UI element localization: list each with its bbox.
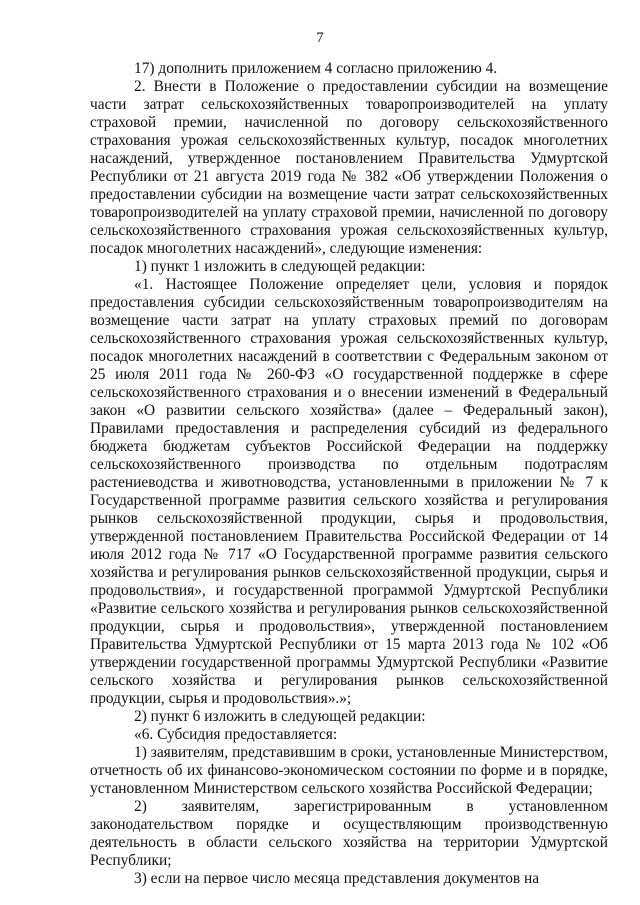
paragraph-condition-2: 2) заявителям, зарегистрированным в установленном законодательством порядке и осуществляющим производственную деятельность в области сельского хозяйства на территории Удмуртской Республики; (90, 798, 608, 869)
paragraph-clause-1: «1. Настоящее Положение определяет цели, условия и порядок предоставления субсидии сельскохозяйственным товаропроизводителям на возмещение части затрат на уплату страховых премий по договорам сельскохозяйственного страхования урожая сельскохозяйственных культур, посадок многолетних насаждений в соответствии с Федеральным законом от 25 июля 2011 года № 260-ФЗ «О государственной поддержке в сфере сельскохозяйственного страхования и о внесении изменений в Федеральный закон «О развитии сельского хозяйства» (далее – Федеральный закон), Правилами предоставления и распределения субсидий из федерального бюджета бюджетам субъектов Российской Федерации на поддержку сельскохозяйственного производства по отдельным подотраслям растениеводства и животноводства, установленными в приложении № 7 к Государственной программе развития сельского хозяйства и регулирования рынков сельскохозяйственной продукции, сырья и продовольствия, утвержденной постановлением Правительства Российской Федерации от 14 июля 2012 года № 717 «О Государственной программе развития сельского хозяйства и регулирования рынков сельскохозяйственной продукции, сырья и продовольствия», и государственной программой Удмуртской Республики «Развитие сельского хозяйства и регулирования рынков сельскохозяйственной продукции, сырья и продовольствия», утвержденной постановлением Правительства Удмуртской Республики от 15 марта 2013 года № 102 «Об утверждении государственной программы Удмуртской Республики «Развитие сельского хозяйства и регулирования рынков сельскохозяйственной продукции, сырья и продовольствия».»; (90, 276, 608, 707)
paragraph-item-17: 17) дополнить приложением 4 согласно приложению 4. (134, 60, 498, 77)
paragraph-clause-6: «6. Субсидия предоставляется: (134, 726, 338, 743)
document-body (90, 60, 608, 888)
paragraph-condition-1: 1) заявителям, представившим в сроки, установленные Министерством, отчетность об их финансово-экономическом состоянии по форме и в порядке, установленном Министерством сельского хозяйства Российской Федерации; (90, 744, 608, 797)
page-number: 7 (316, 30, 324, 46)
paragraph-condition-3: 3) если на первое число месяца представления документов на (134, 870, 540, 887)
paragraph-section-2: 2. Внести в Положение о предоставлении субсидии на возмещение части затрат сельскохозяйственных товаропроизводителей на уплату страховой премии, начисленной по договору сельскохозяйственного страхования урожая сельскохозяйственных культур, посадок многолетних насаждений, утвержденное постановлением Правительства Удмуртской Республики от 21 августа 2019 года № 382 «Об утверждении Положения о предоставлении субсидии на возмещение части затрат сельскохозяйственных товаропроизводителей на уплату страховой премии, начисленной по договору сельскохозяйственного страхования урожая сельскохозяйственных культур, посадок многолетних насаждений», следующие изменения: (90, 78, 608, 257)
paragraph-subitem-2: 2) пункт 6 изложить в следующей редакции: (134, 708, 426, 725)
paragraph-subitem-1: 1) пункт 1 изложить в следующей редакции: (134, 258, 426, 275)
